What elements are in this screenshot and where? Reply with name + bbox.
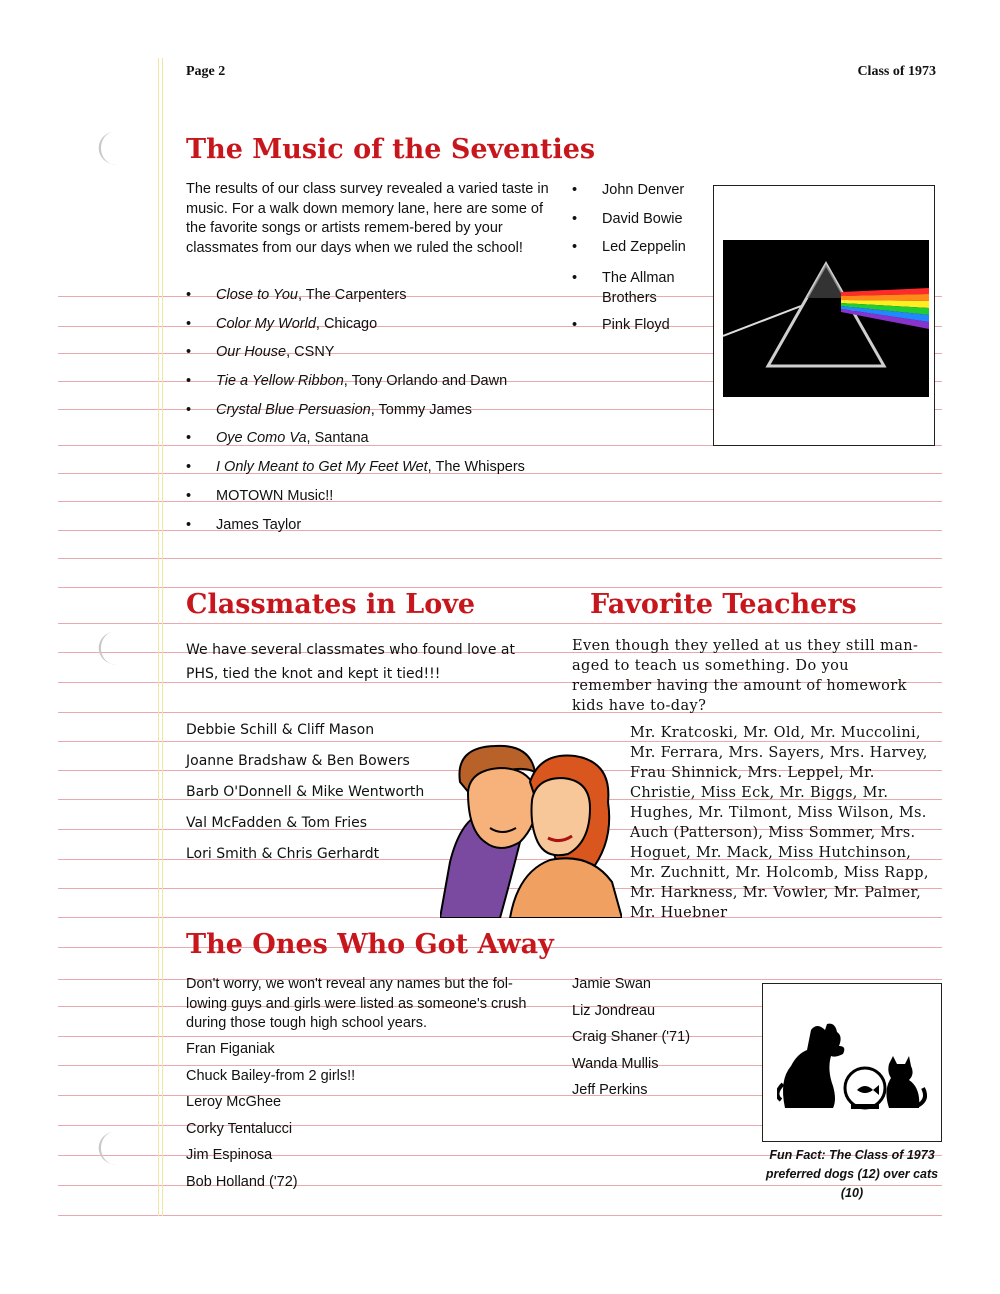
list-item: • Led Zeppelin	[572, 239, 702, 268]
ruled-line	[58, 1215, 942, 1216]
couple-clipart	[440, 742, 622, 918]
list-item: Bob Holland ('72)	[186, 1173, 298, 1190]
list-item: Craig Shaner ('71)	[572, 1029, 691, 1045]
list-item: • David Bowie	[572, 211, 702, 239]
ruled-line	[58, 558, 942, 559]
music-title: The Music of the Seventies	[186, 134, 596, 165]
love-title: Classmates in Love	[186, 589, 476, 620]
list-item: • MOTOWN Music!!	[186, 488, 576, 517]
class-label: Class of 1973	[857, 64, 936, 79]
list-item: Lori Smith & Chris Gerhardt	[186, 846, 380, 862]
ruled-line	[58, 587, 942, 588]
away-intro: Don't worry, we won't reveal any names but the fol-lowing guys and girls were listed as someone's crush during those tough high school years.	[186, 976, 527, 1032]
margin-line	[162, 58, 163, 1216]
list-item: • Oye Como Va, Santana	[186, 430, 576, 459]
crush-list-left	[186, 1041, 446, 1200]
list-item: Liz Jondreau	[572, 1002, 656, 1019]
list-item: Jeff Perkins	[572, 1082, 648, 1098]
list-item: Chuck Bailey-from 2 girls!!	[186, 1067, 356, 1084]
list-item: • James Taylor	[186, 517, 576, 546]
teachers-intro: Even though they yelled at us they still man-aged to teach us something. Do you remember having the amount of homework kids have to-day?	[572, 638, 919, 714]
list-item: Wanda Mullis	[572, 1055, 659, 1072]
ruled-line	[58, 623, 942, 624]
crush-list-right	[572, 976, 742, 1109]
love-intro: We have several classmates who found love at PHS, tied the knot and kept it tied!!!	[186, 642, 515, 682]
list-item: Debbie Schill & Cliff Mason	[186, 722, 375, 738]
dog-cat-fishbowl-clipart	[777, 1020, 927, 1110]
list-item: • Crystal Blue Persuasion, Tommy James	[186, 402, 576, 431]
song-list	[186, 287, 576, 545]
binder-hole-icon	[88, 128, 124, 168]
list-item: Leroy McGhee	[186, 1094, 282, 1110]
couples-list	[186, 722, 446, 877]
artist-list	[572, 182, 702, 345]
margin-line	[158, 58, 159, 1216]
page-number: Page 2	[186, 64, 226, 79]
away-title: The Ones Who Got Away	[186, 929, 554, 960]
pets-image-frame	[762, 983, 942, 1142]
list-item: Val McFadden & Tom Fries	[186, 815, 368, 831]
list-item: Barb O'Donnell & Mike Wentworth	[186, 784, 425, 800]
teachers-names: Mr. Kratcoski, Mr. Old, Mr. Muccolini, Mr. Ferrara, Mrs. Sayers, Mrs. Harvey, Frau Shinnick, Mrs. Leppel, Mr. Christie, Miss Eck, Mr. Biggs, Mr. Hughes, Mr. Tilmont, Miss Wilson, Ms. Auch (Patterson), Miss Sommer, Mrs. Hoguet, Mr. Mack, Miss Hutchinson, Mr. Zuchnitt, Mr. Holcomb, Miss Rapp, Mr. Harkness, Mr. Vowler, Mr. Palmer, Mr. Huebner	[630, 725, 929, 921]
binder-hole-icon	[88, 628, 124, 668]
album-art-frame	[713, 185, 935, 446]
fun-fact-caption: Fun Fact: The Class of 1973 preferred dogs (12) over cats (10)	[765, 1148, 939, 1200]
list-item: • Tie a Yellow Ribbon, Tony Orlando and Dawn	[186, 373, 576, 402]
list-item: • Close to You, The Carpenters	[186, 287, 576, 316]
teachers-title: Favorite Teachers	[590, 589, 857, 620]
list-item: • Color My World, Chicago	[186, 316, 576, 345]
music-intro: The results of our class survey revealed a varied taste in music. For a walk down memory lane, here are some of the favorite songs or artists remem-bered by your classmates from our days when we ruled the school!	[186, 181, 549, 257]
list-item: • The Allman Brothers	[572, 268, 702, 317]
list-item: Fran Figaniak	[186, 1041, 275, 1057]
list-item: • Our House, CSNY	[186, 344, 576, 373]
list-item: Corky Tentalucci	[186, 1120, 293, 1137]
binder-hole-icon	[88, 1128, 124, 1168]
list-item: Joanne Bradshaw & Ben Bowers	[186, 753, 410, 769]
list-item: Jim Espinosa	[186, 1147, 273, 1163]
list-item: • I Only Meant to Get My Feet Wet, The Whispers	[186, 459, 576, 488]
prism-album-image	[723, 240, 929, 397]
list-item: Jamie Swan	[572, 976, 651, 992]
list-item: • John Denver	[572, 182, 702, 211]
list-item: • Pink Floyd	[572, 317, 702, 345]
